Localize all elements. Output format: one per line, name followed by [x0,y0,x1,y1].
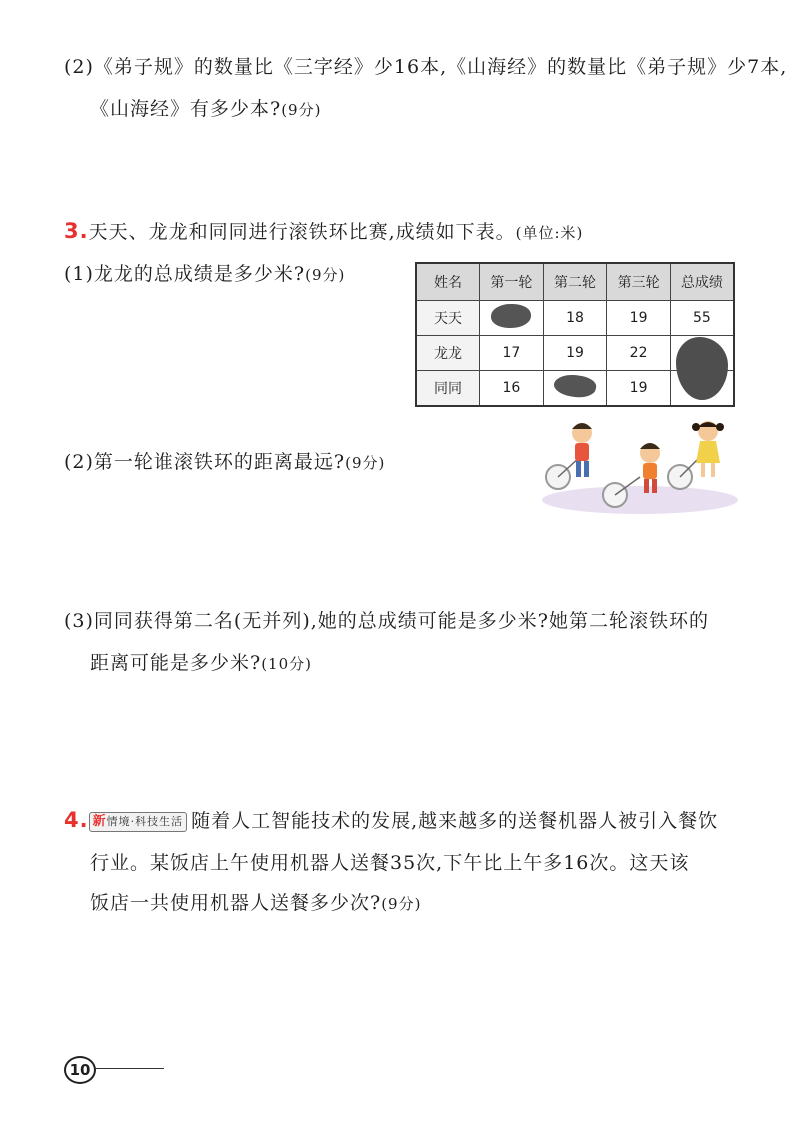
ink-blot-icon [552,372,597,401]
table-cell: 16 [480,371,544,407]
kids-rolling-hoops-illustration [540,415,740,515]
context-tag [89,812,188,832]
header-round3: 第三轮 [607,263,671,301]
q4-line3: 饭店一共使用机器人送餐多少次?(9分) [90,892,422,914]
ink-blot-cell [543,371,607,407]
q2-part2-line2: 《山海经》有多少本?(9分) [90,98,322,120]
q2-part2-points: (9分) [281,101,322,119]
q3-part2: (2)第一轮谁滚铁环的距离最远?(9分) [64,451,386,473]
table-cell: 22 [607,336,671,371]
header-total: 总成绩 [670,263,734,301]
q3-part3-line2: 距离可能是多少米?(10分) [90,652,312,674]
page-number: 10 [64,1056,96,1084]
table-cell: 18 [543,301,607,336]
table-cell: 19 [607,371,671,407]
row-name: 同同 [416,371,480,407]
table-row [416,301,734,336]
header-round2: 第二轮 [543,263,607,301]
ink-blot-cell [480,301,544,336]
row-name: 天天 [416,301,480,336]
table-cell: 55 [670,301,734,336]
table-cell: 19 [543,336,607,371]
q4-line2: 行业。某饭店上午使用机器人送餐35次,下午比上午多16次。这天该 [90,852,690,874]
q2-part2-line1: (2)《弟子规》的数量比《三字经》少16本,《山海经》的数量比《弟子规》少7本, [64,56,788,78]
q3-heading: 3.天天、龙龙和同同进行滚铁环比赛,成绩如下表。(单位:米) [64,219,584,243]
header-round1: 第一轮 [480,263,544,301]
q4-number: 4. [64,808,89,832]
ink-blot-icon [491,304,531,328]
context-tag-label: 情境·科技生活 [106,815,184,828]
table-header-row [416,263,734,301]
table-cell: 17 [480,336,544,371]
page-number-rule [94,1068,164,1069]
q3-number: 3. [64,219,89,243]
q3-unit: (单位:米) [515,224,584,242]
q4-line1: 4. 新情境·科技生活 随着人工智能技术的发展,越来越多的送餐机器人被引入餐饮 [64,808,719,832]
q3-part1: (1)龙龙的总成绩是多少米?(9分) [64,263,346,285]
table-cell: 19 [607,301,671,336]
row-name: 龙龙 [416,336,480,371]
q3-part3-line1: (3)同同获得第二名(无并列),她的总成绩可能是多少米?她第二轮滚铁环的 [64,610,709,632]
header-name: 姓名 [416,263,480,301]
new-badge: 新 [92,814,107,829]
